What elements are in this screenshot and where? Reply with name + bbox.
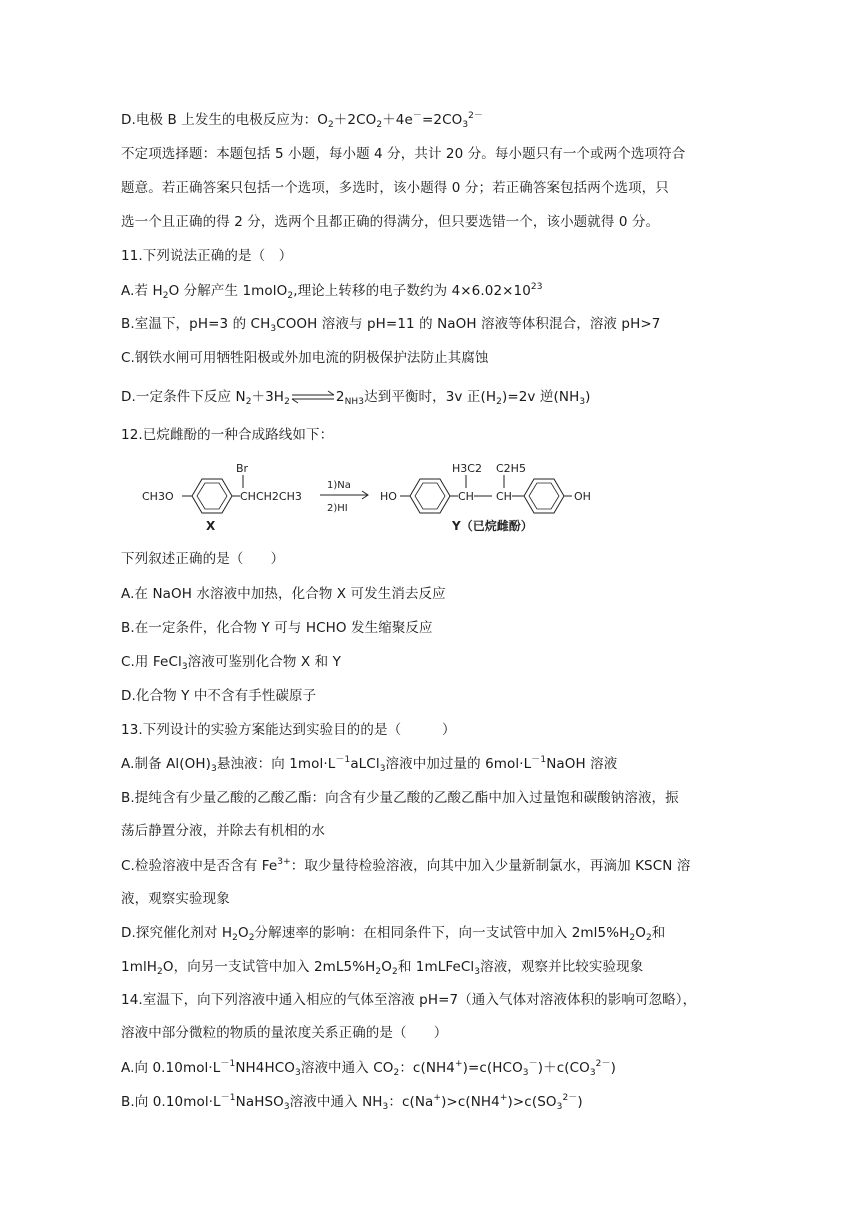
text: )>c(SO — [507, 1094, 557, 1110]
q11-option-c: C.钢铁水闸可用牺牲阳极或外加电流的阴极保护法防止其腐蚀 — [121, 350, 489, 366]
sub: 3 — [382, 1102, 389, 1112]
x-chain-label: CHCH2CH3 — [240, 490, 302, 503]
sub: 2 — [327, 120, 334, 130]
sub: 3 — [474, 967, 481, 977]
sub: 3 — [579, 397, 586, 407]
text: 溶液可鉴别化合物 X 和 Y — [187, 654, 341, 670]
section-instructions-line-2: 题意。若正确答案只包括一个选项，多选时，该小题得 0 分；若正确答案包括两个选项，只 — [121, 180, 669, 196]
sub: 3 — [522, 1068, 529, 1078]
sub: 3 — [462, 120, 469, 130]
sub: 2 — [284, 397, 290, 407]
text: COOH 溶液与 pH=11 的 NaOH 溶液等体积混合，溶液 pH>7 — [276, 316, 661, 332]
q13-option-b-line-2: 荡后静置分液，并除去有机相的水 — [121, 823, 325, 839]
q13-option-b-line-1: B.提纯含有少量乙酸的乙酸乙酯：向含有少量乙酸的乙酸乙酯中加入过量饱和碳酸钠溶液，振 — [121, 790, 679, 806]
x-methoxy-label: CH3O — [142, 490, 174, 503]
q12-option-a: A.在 NaOH 水溶液中加热，化合物 X 可发生消去反应 — [121, 586, 446, 602]
y-right-substituent: C2H5 — [496, 462, 526, 475]
text: 1mlH — [121, 959, 158, 975]
sup: － — [412, 111, 422, 121]
sup: － — [528, 1059, 538, 1069]
sub: 2 — [162, 291, 169, 301]
q13-option-c-line-1 — [121, 856, 690, 876]
text: ＋3H — [251, 389, 285, 405]
sub: 3 — [181, 662, 188, 672]
reagent-step-2: 2)HI — [327, 503, 348, 514]
text: ：c(NH4 — [399, 1060, 455, 1076]
text: )=c(HCO — [462, 1060, 523, 1076]
sup: 3+ — [277, 857, 291, 867]
sub: 3 — [210, 764, 217, 774]
text: )=2v 逆(NH — [501, 389, 580, 405]
sup: －1 — [220, 1093, 236, 1103]
sub: NH3 — [344, 397, 365, 407]
q11-stem: 11.下列说法正确的是（ ） — [121, 248, 293, 264]
text: ＋4e — [382, 112, 413, 128]
reaction-arrow — [320, 480, 368, 514]
sub: 2 — [645, 933, 652, 943]
q14-stem-line-2: 溶液中部分微粒的物质的量浓度关系正确的是（ ） — [121, 1025, 448, 1041]
sub: 2 — [496, 397, 502, 407]
sup: 2－ — [468, 111, 484, 121]
equilibrium-arrow-icon — [290, 390, 336, 404]
sub: 3 — [589, 1068, 596, 1078]
sub: 3 — [283, 1102, 290, 1112]
y-label: Y（已烷雌酚） — [452, 519, 533, 533]
sup: －1 — [531, 755, 547, 765]
text: ) — [610, 1060, 616, 1076]
y-ch-right: CH — [496, 490, 512, 503]
q14-option-b — [121, 1092, 583, 1112]
sup: 23 — [530, 282, 543, 292]
q12-option-b: B.在一定条件，化合物 Y 可与 HCHO 发生缩聚反应 — [121, 620, 433, 636]
text: D.探究催化剂对 H — [121, 925, 233, 941]
text: 溶液，观察并比较实验现象 — [480, 959, 644, 975]
q14-option-a — [121, 1058, 616, 1078]
text: 和 1mLFeCl — [397, 959, 475, 975]
text: =2CO — [421, 112, 463, 128]
sub: 2 — [287, 291, 294, 301]
text: )>c(NH4 — [441, 1094, 500, 1110]
q11-option-b — [121, 314, 660, 334]
y-left-substituent: H3C2 — [452, 462, 482, 475]
sup: －1 — [335, 755, 351, 765]
text: ＋2CO — [333, 112, 377, 128]
q12-option-d: D.化合物 Y 中不含有手性碳原子 — [121, 688, 317, 704]
sup: 2－ — [562, 1093, 578, 1103]
sub: 2 — [393, 1068, 400, 1078]
text: D.电极 B 上发生的电极反应为：O — [121, 112, 328, 128]
text: ：c(Na — [388, 1094, 434, 1110]
sub: 2 — [375, 967, 382, 977]
text: A.制备 Al(OH) — [121, 756, 211, 772]
text: aLCl — [350, 756, 380, 772]
text: ,理论上转移的电子数约为 4×6.02×10 — [293, 283, 531, 299]
text: NaHSO — [235, 1094, 284, 1110]
sub: 2 — [248, 933, 255, 943]
q11-option-d — [121, 387, 591, 407]
q14-stem-line-1: 14.室温下，向下列溶液中通入相应的气体至溶液 pH=7（通入气体对溶液体积的影响可忽略）， — [121, 992, 697, 1008]
synthesis-scheme-diagram — [140, 458, 620, 538]
text: 和 — [651, 925, 666, 941]
q13-option-a — [121, 754, 617, 774]
sub: 2 — [391, 967, 398, 977]
x-label: X — [206, 519, 216, 533]
reagent-step-1: 1)Na — [327, 480, 351, 491]
text: 溶液中通入 NH — [289, 1094, 383, 1110]
text: O — [237, 925, 249, 941]
q12-option-c — [121, 652, 341, 672]
text: C.检验溶液中是否含有 Fe — [121, 858, 278, 874]
q13-option-d-line-2 — [121, 957, 643, 977]
text: 溶液中通入 CO — [300, 1060, 394, 1076]
text: ) — [585, 389, 591, 405]
q13-option-d-line-1 — [121, 923, 665, 943]
text: B.室温下，pH=3 的 CH — [121, 316, 271, 332]
text: O 分解产生 1molO — [168, 283, 288, 299]
text: )＋c(CO — [537, 1060, 590, 1076]
text: 分解速率的影响：在相同条件下，向一支试管中加入 2ml5%H — [254, 925, 630, 941]
q11-option-a — [121, 281, 543, 301]
y-hydroxy-left-label: HO — [380, 490, 397, 503]
sub: 3 — [556, 1102, 563, 1112]
y-ch-left: CH — [458, 490, 474, 503]
q10-option-d — [121, 110, 483, 130]
sub: 2 — [245, 397, 252, 407]
text: O，向另一支试管中加入 2mL5%H — [162, 959, 376, 975]
text: NaOH 溶液 — [546, 756, 618, 772]
sup: －1 — [220, 1059, 236, 1069]
text: A.若 H — [121, 283, 163, 299]
text: D.一定条件下反应 N — [121, 389, 246, 405]
sup: + — [433, 1093, 442, 1103]
text: 悬浊液：向 1mol·L — [216, 756, 336, 772]
sub: 2 — [629, 933, 636, 943]
text: A.向 0.10mol·L — [121, 1060, 221, 1076]
text: ) — [577, 1094, 583, 1110]
sup: 2－ — [595, 1059, 611, 1069]
text: C.用 FeCl — [121, 654, 182, 670]
text: B.向 0.10mol·L — [121, 1094, 221, 1110]
sup: + — [454, 1059, 463, 1069]
text: NH4HCO — [235, 1060, 296, 1076]
section-instructions-line-3: 选一个且正确的得 2 分，选两个且都正确的得满分，但只要选错一个，该小题就得 0 分。 — [121, 214, 660, 230]
x-bromo-label: Br — [236, 462, 249, 475]
q13-stem: 13.下列设计的实验方案能达到实验目的的是（ ） — [121, 722, 456, 738]
sub: 3 — [295, 1068, 301, 1078]
q12-question: 下列叙述正确的是（ ） — [121, 551, 285, 567]
text: 达到平衡时，3v 正(H — [364, 389, 497, 405]
text: 溶液中加过量的 6mol·L — [385, 756, 532, 772]
sub: 2 — [232, 933, 238, 943]
q12-stem: 12.已烷雌酚的一种合成路线如下： — [121, 427, 334, 443]
sub: 2 — [157, 967, 163, 977]
sub: 3 — [270, 324, 277, 334]
compound-y — [380, 462, 591, 533]
q13-option-c-line-2: 液，观察实验现象 — [121, 891, 230, 907]
text: O — [381, 959, 392, 975]
sub: 2 — [376, 120, 383, 130]
compound-x — [142, 462, 302, 533]
y-hydroxy-right-label: OH — [574, 490, 591, 503]
text: O — [635, 925, 646, 941]
text: ：取少量待检验溶液，向其中加入少量新制氯水，再滴加 KSCN 溶 — [290, 858, 691, 874]
sub: 3 — [379, 764, 386, 774]
text: 2 — [335, 389, 345, 405]
section-instructions-line-1: 不定项选择题：本题包括 5 小题，每小题 4 分，共计 20 分。每小题只有一个或两个选项符合 — [121, 146, 686, 162]
sup: + — [499, 1093, 508, 1103]
